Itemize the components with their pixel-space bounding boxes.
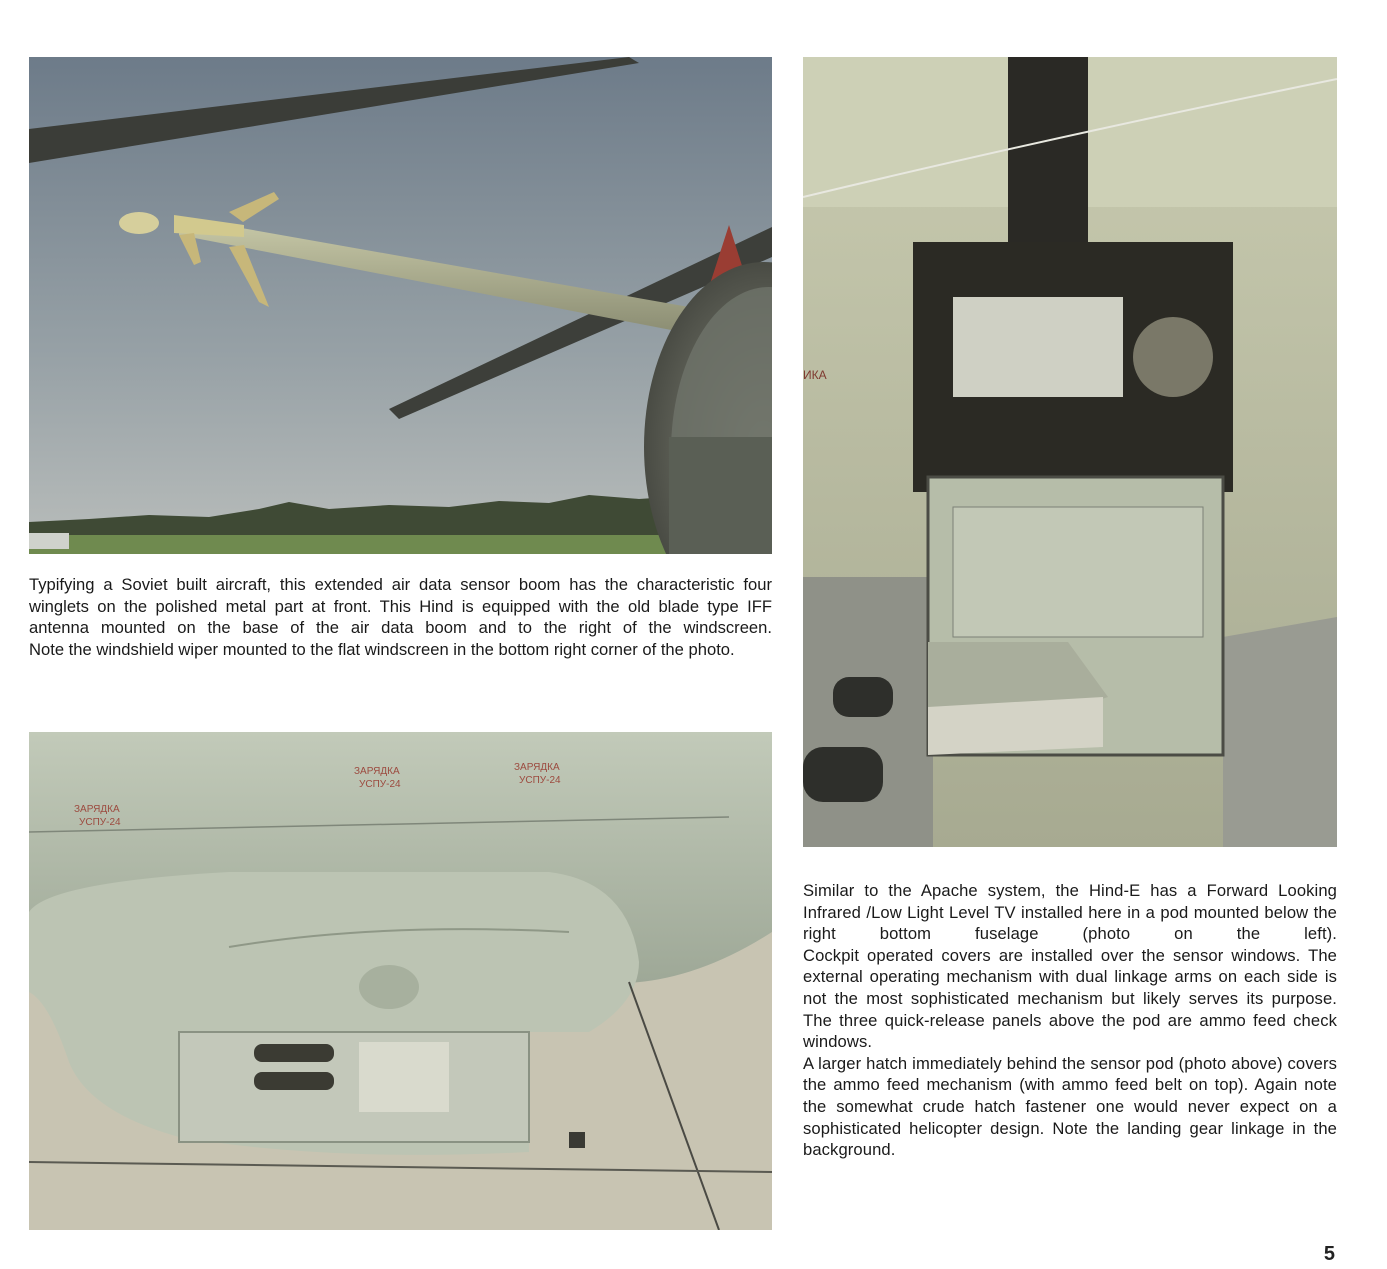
caption-boom-paragraph-1: Typifying a Soviet built aircraft, this extended air data sensor boom has the characteristic four winglets on the polished metal part at front. This Hind is equipped with the old blade type IFF antenna mounted on the base of the air data boom and to the right of the windscreen. xyxy=(29,575,772,638)
caption-hatch-paragraph-2: Cockpit operated covers are installed over the sensor windows. The external operating mechanism with dual linkage arms on each side is not the most sophisticated mechanism but likely serves its purpose. The three quick-release panels above the pod are ammo feed check windows. xyxy=(803,945,1337,1052)
caption-sensor-pod-and-hatch xyxy=(803,880,1337,1161)
pod-stencil-2b: УСПУ-24 xyxy=(359,779,401,790)
pod-stencil-2: ЗАРЯДКА xyxy=(354,766,400,777)
pod-stencil-1: ЗАРЯДКА xyxy=(74,804,120,815)
caption-hatch-paragraph-3: A larger hatch immediately behind the sensor pod (photo above) covers the ammo feed mechanism (with ammo feed belt on top). Again note the somewhat crude hatch fastener one would never expect on a sophisticated helicopter design. Note the landing gear linkage in the background. xyxy=(803,1053,1337,1160)
caption-boom-paragraph-2: Note the windshield wiper mounted to the flat windscreen in the bottom right corner of the photo. xyxy=(29,639,735,659)
photo-air-data-boom xyxy=(29,57,772,554)
photo-ammo-feed-hatch xyxy=(803,57,1337,847)
hatch-stencil: ИКА xyxy=(803,368,827,382)
page-number: 5 xyxy=(1323,1243,1335,1265)
pod-stencil-3: ЗАРЯДКА xyxy=(514,762,560,773)
pod-stencil-1b: УСПУ-24 xyxy=(79,817,121,828)
caption-hatch-paragraph-1: Similar to the Apache system, the Hind-E has a Forward Looking Infrared /Low Light Level TV installed here in a pod mounted below the right bottom fuselage (photo on the left). xyxy=(803,881,1337,944)
photo-sensor-pod xyxy=(29,732,772,1230)
pod-stencil-3b: УСПУ-24 xyxy=(519,775,561,786)
caption-air-data-boom xyxy=(29,574,772,660)
